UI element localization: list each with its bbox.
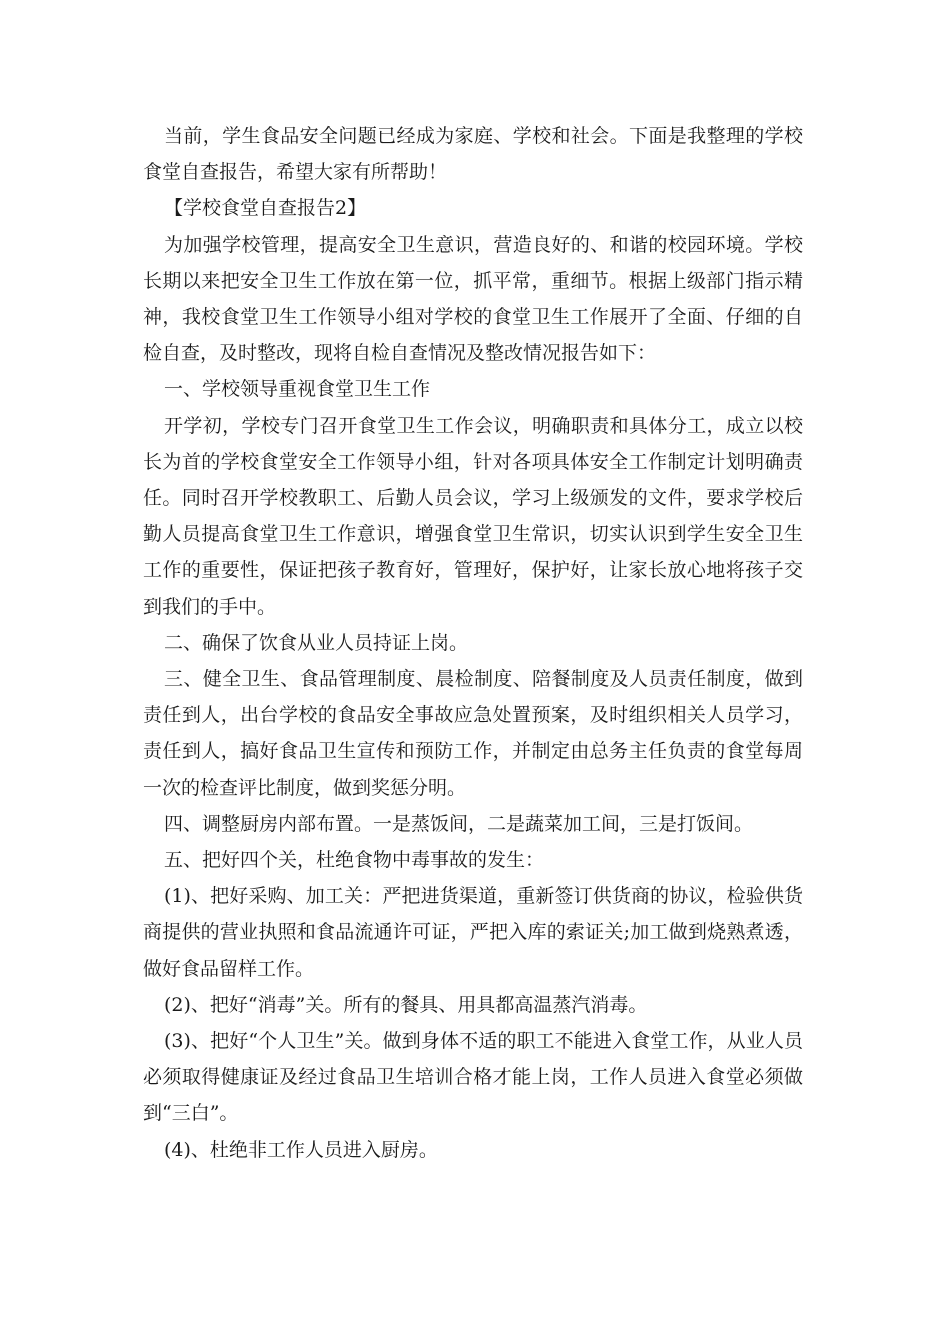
section-heading-5: 五、把好四个关，杜绝食物中毒事故的发生： — [164, 849, 545, 872]
report-title: 【学校食堂自查报告2】 — [164, 197, 367, 220]
section-heading-3: 三、健全卫生、食品管理制度、晨检制度、陪餐制度及人员责任制度，做到责任到人，出台学校的食品安全事故应急处置预案，及时组织相关人员学习，责任到人，搞好食品卫生宣传和预防工作，并制定由总务主任负责的食堂每周一次的检查评比制度，做到奖惩分明。 — [143, 668, 803, 799]
section-heading-2: 二、确保了饮食从业人员持证上岗。 — [164, 631, 469, 654]
body-paragraph: 开学初，学校专门召开食堂卫生工作会议，明确职责和具体分工，成立以校长为首的学校食堂安全工作领导小组，针对各项具体安全工作制定计划明确责任。同时召开学校教职工、后勤人员会议，学习上级颁发的文件，要求学校后勤人员提高食堂卫生工作意识，增强食堂卫生常识，切实认识到学生安全卫生工作的重要性，保证把孩子教育好，管理好，保护好，让家长放心地将孩子交到我们的手中。 — [143, 414, 803, 618]
section-heading-4: 四、调整厨房内部布置。一是蒸饭间，二是蔬菜加工间，三是打饭间。 — [164, 812, 754, 835]
list-item-4: (4)、杜绝非工作人员进入厨房。 — [164, 1138, 438, 1161]
list-item-2: (2)、把好“消毒”关。所有的餐具、用具都高温蒸汽消毒。 — [164, 993, 648, 1016]
list-item-1: (1)、把好采购、加工关：严把进货渠道，重新签订供货商的协议，检验供货商提供的营业执照和食品流通许可证，严把入库的索证关;加工做到烧熟煮透，做好食品留样工作。 — [143, 885, 803, 980]
body-paragraph: 为加强学校管理，提高安全卫生意识，营造良好的、和谐的校园环境。学校长期以来把安全卫生工作放在第一位，抓平常，重细节。根据上级部门指示精神，我校食堂卫生工作领导小组对学校的食堂卫生工作展开了全面、仔细的自检自查，及时整改，现将自检自查情况及整改情况报告如下： — [143, 233, 803, 365]
list-item-3: (3)、把好“个人卫生”关。做到身体不适的职工不能进入食堂工作，从业人员必须取得健康证及经过食品卫生培训合格才能上岗，工作人员进入食堂必须做到“三白”。 — [143, 1030, 803, 1125]
intro-paragraph: 当前，学生食品安全问题已经成为家庭、学校和社会。下面是我整理的学校食堂自查报告，希望大家有所帮助！ — [143, 125, 803, 184]
section-heading-1: 一、学校领导重视食堂卫生工作 — [164, 378, 431, 401]
document-body — [143, 118, 803, 1168]
